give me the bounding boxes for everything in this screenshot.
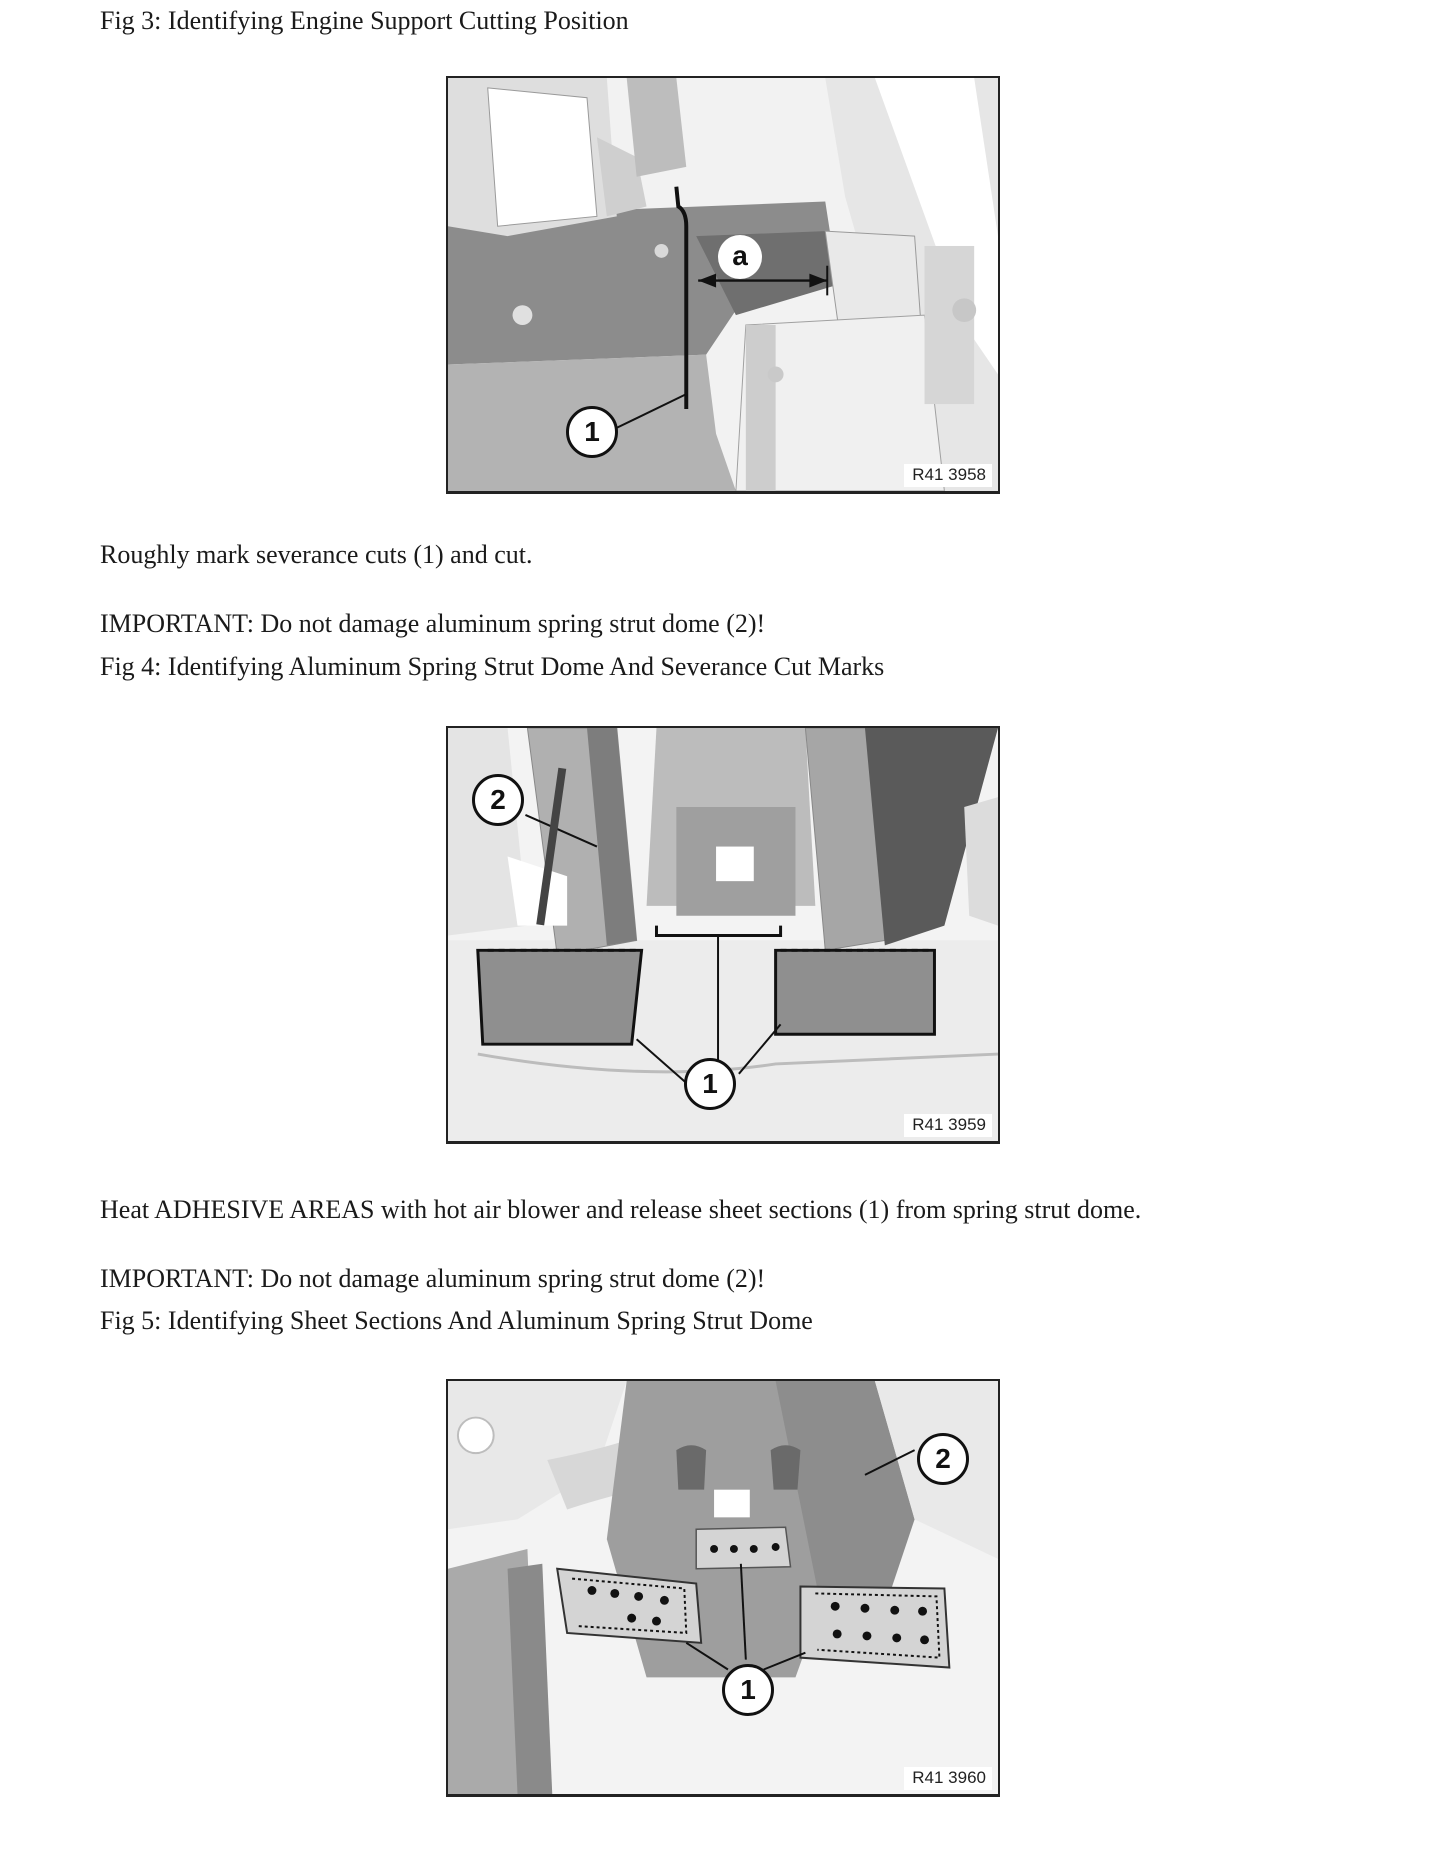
fig4-caption: Fig 4: Identifying Aluminum Spring Strut Dome And Severance Cut Marks (100, 652, 885, 681)
fig5-callout-2: 2 (917, 1433, 969, 1485)
fig4-code: R41 3959 (904, 1114, 992, 1137)
fig5-callout-1: 1 (722, 1664, 774, 1716)
fig3-callout-1: 1 (566, 406, 618, 458)
step-heat-adhesive: Heat ADHESIVE AREAS with hot air blower and release sheet sections (1) from spring strut dome. (100, 1195, 1142, 1224)
fig3-dimension-label: a (718, 235, 762, 279)
fig3-drawing (448, 78, 998, 491)
fig5-code: R41 3960 (904, 1767, 992, 1790)
fig4-callout-2: 2 (472, 774, 524, 826)
step-mark-cuts: Roughly mark severance cuts (1) and cut. (100, 540, 533, 569)
important-note-1: IMPORTANT: Do not damage aluminum spring strut dome (2)! (100, 609, 766, 638)
fig4-illustration (446, 726, 1000, 1144)
fig5-caption: Fig 5: Identifying Sheet Sections And Aluminum Spring Strut Dome (100, 1306, 813, 1335)
fig3-code: R41 3958 (904, 464, 992, 487)
important-note-2: IMPORTANT: Do not damage aluminum spring strut dome (2)! (100, 1264, 766, 1293)
fig3-illustration (446, 76, 1000, 494)
fig4-callout-1: 1 (684, 1058, 736, 1110)
fig3-caption: Fig 3: Identifying Engine Support Cutting Position (100, 6, 629, 35)
fig5-illustration (446, 1379, 1000, 1797)
fig5-drawing (448, 1381, 998, 1794)
